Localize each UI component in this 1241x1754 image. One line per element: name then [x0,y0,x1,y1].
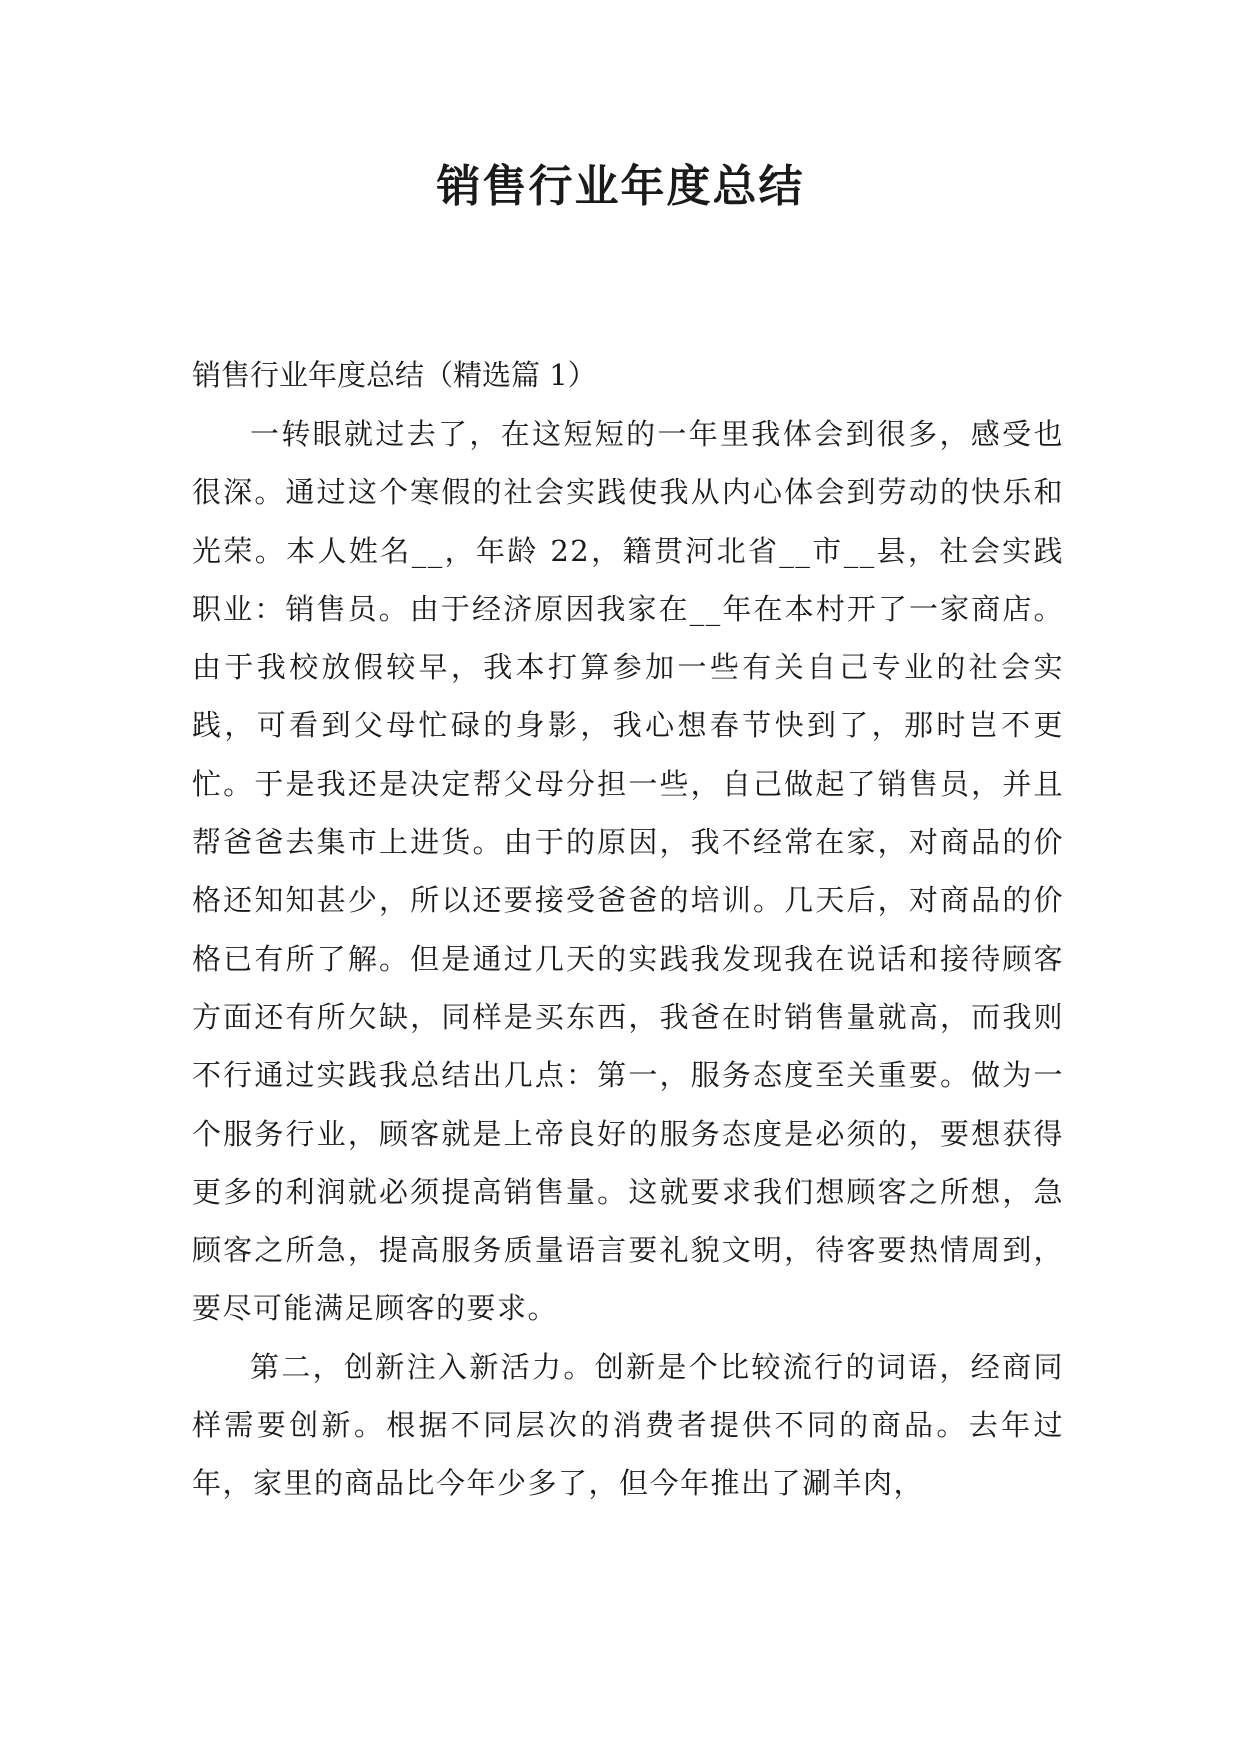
section-subtitle: 销售行业年度总结（精选篇 1） [192,358,597,392]
body-paragraph: 一转眼就过去了，在这短短的一年里我体会到很多，感受也很深。通过这个寒假的社会实践使我从内心体会到劳动的快乐和光荣。本人姓名__，年龄 22，籍贯河北省__市__县，社会实践职业：销售员。由于经济原因我家在__年在本村开了一家商店。由于我校放假较早，我本打算参加一些有关自己专业的社会实践，可看到父母忙碌的身影，我心想春节快到了，那时岂不更忙。于是我还是决定帮父母分担一些，自己做起了销售员，并且帮爸爸去集市上进货。由于的原因，我不经常在家，对商品的价格还知知甚少，所以还要接受爸爸的培训。几天后，对商品的价格已有所了解。但是通过几天的实践我发现我在说话和接待顾客方面还有所欠缺，同样是买东西，我爸在时销售量就高，而我则不行通过实践我总结出几点：第一，服务态度至关重要。做为一个服务行业，顾客就是上帝良好的服务态度是必须的，要想获得更多的利润就必须提高销售量。这就要求我们想顾客之所想，急顾客之所急，提高服务质量语言要礼貌文明，待客要热情周到，要尽可能满足顾客的要求。 [192,417,1064,1326]
body-paragraph: 第二，创新注入新活力。创新是个比较流行的词语，经商同样需要创新。根据不同层次的消费者提供不同的商品。去年过年，家里的商品比今年少多了，但今年推出了涮羊肉， [192,1349,1064,1501]
document-body [192,345,1064,1513]
page-title: 销售行业年度总结 [436,161,805,212]
